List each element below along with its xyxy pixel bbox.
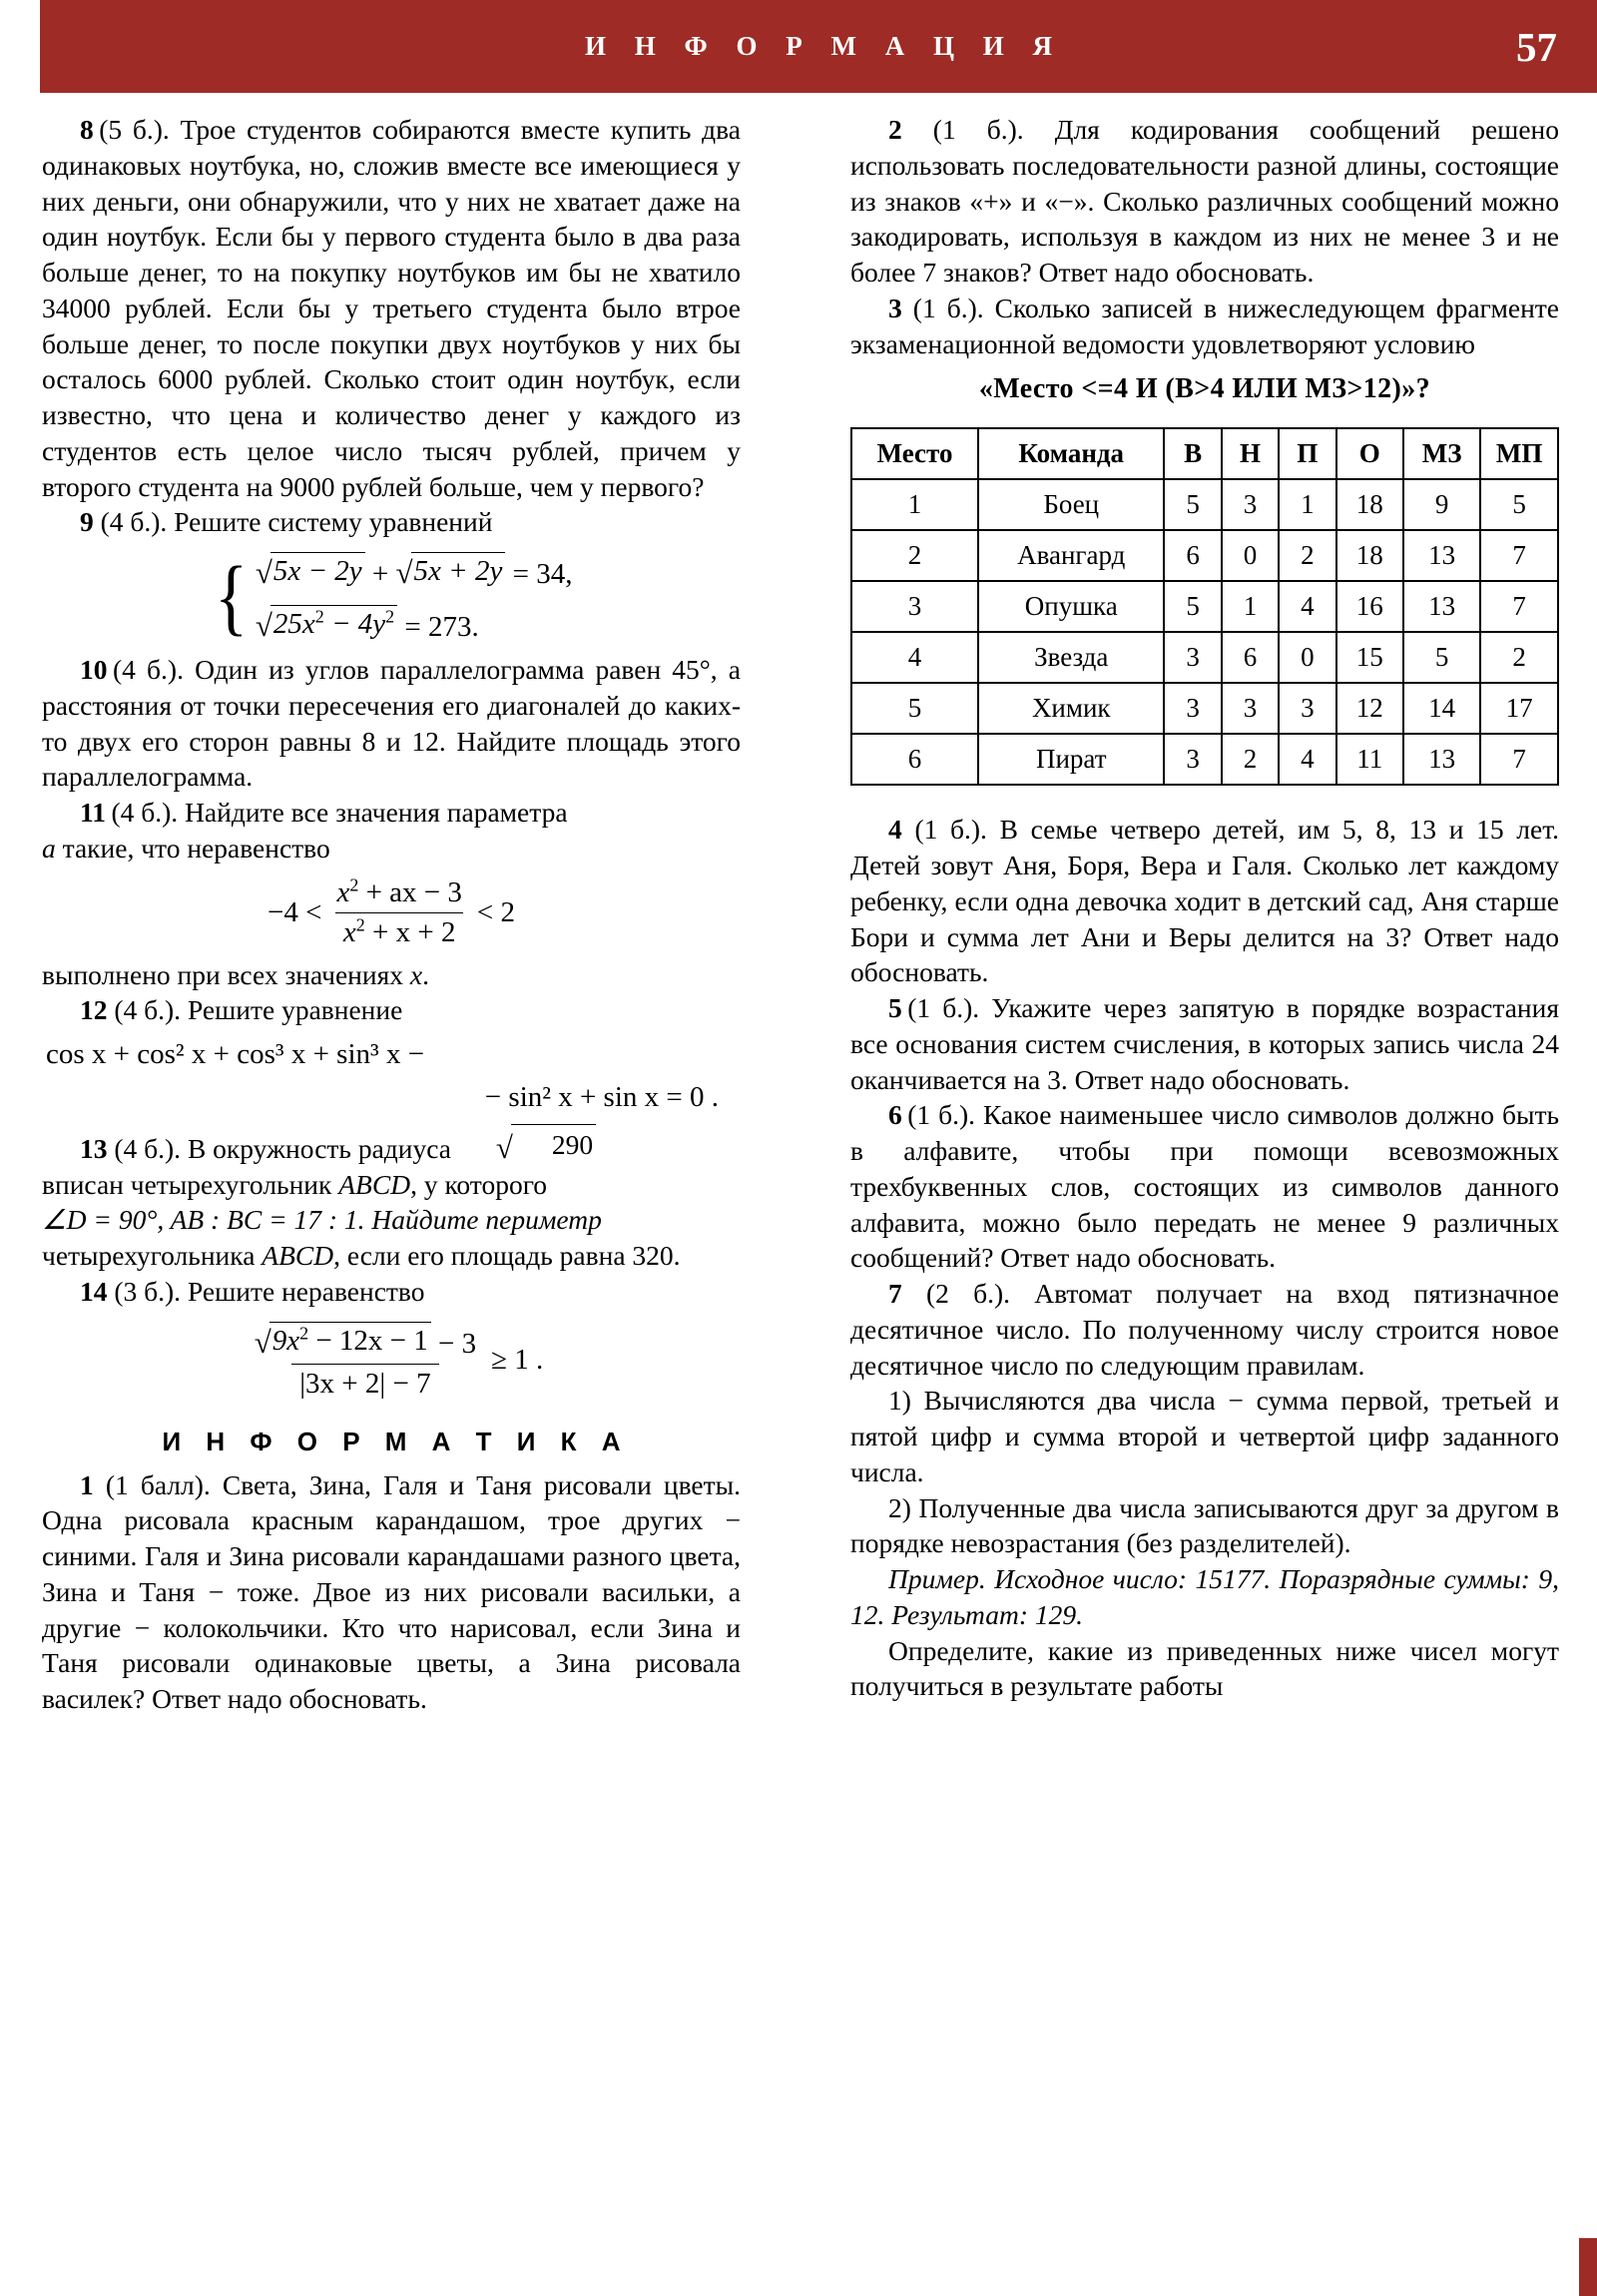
problem-12-points: (4 б.). — [114, 994, 182, 1026]
problem-8-text: Трое студентов собираются вместе купить два одинаковых ноутбука, но, сложив вместе все имеющиеся у них деньги, они обнаружили, что у них не хватает даже на один ноутбук. Если бы у первого студента было в два раза больше денег, то на покупку ноутбуков им бы не хватило 34000 рублей. Если бы у третьего студента было втрое больше денег, то после покупки двух ноутбуков у них бы осталось 6000 рублей. Сколько стоит один ноутбук, если известно, что цена и количество денег у каждого из студентов есть целое число тысяч рублей, причем у второго студента на 9000 рублей больше, чем у первого? — [42, 114, 742, 502]
problem-11-after: выполнено при всех значениях x. — [42, 958, 429, 990]
table-row — [851, 530, 1558, 581]
formula-rhs: < 2 — [476, 895, 516, 928]
cell-mp: 7 — [1480, 734, 1558, 785]
cell-mesto: 6 — [851, 734, 978, 785]
cell-mp: 2 — [1480, 632, 1558, 683]
cell-mp: 5 — [1480, 479, 1558, 530]
problem-3-points: (1 б.). — [912, 291, 984, 323]
page-number: 57 — [1516, 23, 1557, 70]
cell-o: 11 — [1336, 734, 1403, 785]
table-row — [851, 581, 1558, 632]
table-header-n: Н — [1222, 428, 1279, 479]
page-body — [0, 112, 1597, 2296]
problem-7-example: Пример. Исходное число: 15177. Поразрядные суммы: 9, 12. Результат: 129. — [850, 1563, 1559, 1630]
table-header-row — [851, 428, 1558, 479]
cell-mz: 13 — [1403, 734, 1480, 785]
cell-v: 3 — [1164, 734, 1221, 785]
formula-lhs: −4 < — [266, 895, 322, 928]
problem-11-parameter: a — [42, 832, 56, 863]
exam-table-wrapper — [850, 427, 1559, 786]
problem-3-condition: «Место <=4 И (В>4 ИЛИ МЗ>12)»? — [978, 373, 1431, 405]
problem-9-number: 9 — [80, 506, 94, 538]
cell-n: 1 — [1222, 581, 1279, 632]
radicand-2: 5x + 2y — [413, 555, 503, 587]
table-header-mz: МЗ — [1403, 428, 1480, 479]
problem-10 — [42, 652, 741, 795]
problem-8 — [42, 112, 741, 504]
cell-mp: 7 — [1480, 530, 1558, 581]
cell-mp: 17 — [1480, 683, 1558, 734]
inequality-fraction — [247, 1320, 484, 1401]
cell-komanda: Опушка — [978, 581, 1164, 632]
problem-6-number: 6 — [888, 1099, 902, 1131]
problem-5-number: 5 — [888, 992, 902, 1023]
fraction-numerator: $x^2$ + ax − 3 — [336, 873, 462, 908]
problem-11-formula — [42, 873, 741, 949]
section-heading-informatics: И Н Ф О Р М А Т И К А — [162, 1426, 630, 1456]
cell-v: 3 — [1164, 632, 1221, 683]
cell-n: 2 — [1222, 734, 1279, 785]
problem-13-radical: √ 290 — [458, 1122, 596, 1163]
problem-6-text: Какое наименьшее число символов должно быть в алфавите, чтобы при помощи всевозможных трехбуквенных слов, состоящих из символов данного алфавита, можно было передать не менее 9 различных сообщений? Ответ надо обосновать. — [850, 1099, 1560, 1274]
informatics-problem-1-text: Света, Зина, Галя и Таня рисовали цветы. Одна рисовала красным карандашом, трое других − синими. Галя и Зина рисовали карандашами разного цвета, Зина и Таня − тоже. Двое из них рисовали васильки, а другие − колокольчики. Кто что нарисовал, если Зина и Таня рисовали одинаковые цветы, а Зина рисовала василек? Ответ надо обосновать. — [42, 1468, 741, 1714]
system-brace: { — [214, 548, 248, 645]
cell-komanda: Химик — [978, 683, 1164, 734]
cell-mesto: 3 — [851, 581, 978, 632]
page-title: И Н Ф О Р М А Ц И Я — [585, 31, 1063, 61]
problem-10-number: 10 — [80, 654, 108, 685]
table-header-mesto: Место — [851, 428, 978, 479]
problem-9-text: Решите систему уравнений — [174, 506, 493, 538]
cell-mz: 14 — [1403, 683, 1480, 734]
problem-2-points: (1 б.). — [932, 114, 1024, 145]
problem-14-formula — [42, 1320, 741, 1401]
system-equation-2: √ $25x^2 - 4y^2$ = 273. — [255, 606, 479, 643]
cell-p: 0 — [1279, 632, 1335, 683]
inequality-denominator: |3x + 2| − 7 — [291, 1364, 438, 1401]
problem-4-number: 4 — [888, 814, 902, 846]
problem-9-system-formula — [42, 550, 741, 644]
exam-records-table — [850, 427, 1559, 786]
problem-5 — [850, 990, 1559, 1097]
cell-mesto: 4 — [851, 632, 978, 683]
problem-3-number: 3 — [888, 291, 902, 323]
fraction-denominator: $x^2 + x + 2$ — [335, 912, 464, 949]
table-header-p: П — [1279, 428, 1335, 479]
problem-4-text: В семье четверо детей, им 5, 8, 13 и 15 лет. Детей зовут Аня, Боря, Вера и Галя. Сколько лет каждому ребенку, если одна девочка ходит в детский сад, Аня старше Бори и сумма лет Ани и Веры делится на 3? Ответ надо обосновать. — [850, 814, 1560, 988]
problem-11-points: (4 б.). — [111, 797, 179, 828]
cell-mesto: 1 — [851, 479, 978, 530]
cell-komanda: Боец — [978, 479, 1164, 530]
table-row — [851, 683, 1558, 734]
cell-v: 5 — [1164, 581, 1221, 632]
problem-4-points: (1 б.). — [914, 814, 987, 846]
problem-3 — [850, 290, 1559, 362]
problem-14-number: 14 — [80, 1275, 108, 1307]
cell-v: 6 — [1164, 530, 1221, 581]
table-header-v: В — [1164, 428, 1221, 479]
cell-o: 15 — [1336, 632, 1403, 683]
inequality-numerator: √ $9x^2 - 12x - 1$ − 3 — [254, 1322, 477, 1360]
table-header-komanda: Команда — [978, 428, 1164, 479]
problem-14 — [42, 1274, 741, 1310]
radicand-3b: − 4y — [330, 608, 386, 640]
system-equation-1: √ 5x − 2y + √ 5x + 2y = 34, — [256, 550, 573, 591]
cell-p: 1 — [1279, 479, 1335, 530]
problem-12-formula-line-1: cos x + cos² x + cos³ x + sin³ x − — [46, 1038, 425, 1070]
cell-mz: 13 — [1403, 530, 1480, 581]
problem-8-number: 8 — [80, 114, 94, 145]
cell-n: 3 — [1222, 683, 1279, 734]
equation-2-rhs: = 273. — [404, 611, 479, 643]
problem-14-points: (3 б.). — [114, 1275, 182, 1307]
problem-8-points: (5 б.). — [99, 114, 170, 145]
inequality-rhs: ≥ 1 . — [491, 1343, 544, 1376]
cell-o: 18 — [1336, 530, 1403, 581]
problem-11 — [42, 795, 741, 866]
page-header-band — [40, 0, 1597, 93]
cell-o: 12 — [1336, 683, 1403, 734]
cell-komanda: Авангард — [978, 530, 1164, 581]
radicand-1: 5x − 2y — [272, 555, 362, 587]
equation-1-rhs: = 34, — [512, 558, 573, 590]
right-column — [850, 112, 1559, 2296]
problem-11-number: 11 — [80, 797, 106, 828]
problem-7-points: (2 б.). — [925, 1278, 1011, 1309]
problem-2-number: 2 — [888, 114, 902, 145]
left-column — [42, 112, 741, 2296]
cell-mz: 13 — [1403, 581, 1480, 632]
problem-9-points: (4 б.). — [100, 506, 168, 538]
table-header-o: О — [1336, 428, 1403, 479]
cell-p: 4 — [1279, 581, 1335, 632]
problem-11-text-1: Найдите все значения параметра — [185, 797, 568, 828]
problem-13-points: (4 б.). — [114, 1132, 182, 1164]
problem-11-text-2: такие, что неравенство — [62, 832, 330, 863]
cell-o: 16 — [1336, 581, 1403, 632]
problem-7-text: Автомат получает на вход пятизначное десятичное число. По полученному числу строится новое десятичное число по следующим правилам. — [850, 1278, 1559, 1381]
cell-mp: 7 — [1480, 581, 1558, 632]
table-row — [851, 632, 1558, 683]
problem-2-text: Для кодирования сообщений решено использовать последовательности разной длины, состоящие из знаков «+» и «−». Сколько различных сообщений можно закодировать, используя в каждом из них не менее 3 и не более 7 знаков? Ответ надо обосновать. — [850, 114, 1560, 287]
cell-n: 6 — [1222, 632, 1279, 683]
cell-mz: 5 — [1403, 632, 1480, 683]
problem-13: 13 (4 б.). В окружность радиуса √ 290 вписан четырехугольник ABCD, у которого ∠D = 90°, AB : BC = 17 : 1. Найдите периметр четырехугольника ABCD, если его площадь равна 320. — [42, 1122, 741, 1274]
table-row — [851, 734, 1558, 785]
cell-p: 4 — [1279, 734, 1335, 785]
cell-p: 2 — [1279, 530, 1335, 581]
formula-fraction — [328, 873, 469, 949]
problem-9 — [42, 504, 741, 540]
cell-v: 3 — [1164, 683, 1221, 734]
cell-mz: 9 — [1403, 479, 1480, 530]
problem-13-number: 13 — [80, 1132, 108, 1164]
informatics-problem-1-number: 1 — [80, 1468, 94, 1500]
cell-mesto: 2 — [851, 530, 978, 581]
table-header-mp: МП — [1480, 428, 1558, 479]
problem-12 — [42, 992, 741, 1028]
problem-10-points: (4 б.). — [113, 654, 184, 685]
problem-10-text: Один из углов параллелограмма равен 45°, а расстояния от точки пересечения его диагоналей до каких-то двух его сторон равны 8 и 12. Найдите площадь этого параллелограмма. — [42, 654, 741, 793]
cell-p: 3 — [1279, 683, 1335, 734]
problem-6-points: (1 б.). — [907, 1099, 976, 1131]
problem-7-tail: Определите, какие из приведенных ниже чисел могут получиться в результате работы — [850, 1634, 1559, 1702]
table-row — [851, 479, 1558, 530]
problem-12-formula-line-2: − sin² x + sin x = 0 . — [484, 1081, 719, 1113]
problem-12-number: 12 — [80, 994, 108, 1026]
cell-o: 18 — [1336, 479, 1403, 530]
radicand-3a: 25x — [272, 608, 315, 640]
problem-13-angle-condition: ∠D = 90°, AB : BC = 17 : 1. Найдите периметр — [42, 1204, 602, 1236]
cell-komanda: Звезда — [978, 632, 1164, 683]
problem-7-number: 7 — [888, 1278, 902, 1309]
problem-3-text: Сколько записей в нижеследующем фрагменте экзаменационной ведомости удовлетворяют условию — [850, 291, 1560, 359]
cell-n: 0 — [1222, 530, 1279, 581]
page-edge-marker — [1579, 2238, 1597, 2296]
cell-n: 3 — [1222, 479, 1279, 530]
cell-v: 5 — [1164, 479, 1221, 530]
problem-4 — [850, 812, 1559, 990]
informatics-problem-1-points: (1 балл). — [105, 1468, 211, 1500]
problem-7 — [850, 1276, 1559, 1383]
problem-7-rule-2: 2) Полученные два числа записываются друг за другом в порядке невозрастания (без разделителей). — [850, 1491, 1559, 1559]
cell-komanda: Пират — [978, 734, 1164, 785]
informatics-problem-1 — [42, 1467, 741, 1717]
problem-5-text: Укажите через запятую в порядке возрастания все основания систем счисления, в которых запись числа 24 оканчивается на 3. Ответ надо обосновать. — [850, 992, 1560, 1095]
problem-7-rule-1: 1) Вычисляются два числа − сумма первой, третьей и пятой цифр и сумма второй и четвертой цифр заданного числа. — [850, 1385, 1559, 1487]
problem-5-points: (1 б.). — [907, 992, 980, 1023]
problem-14-text: Решите неравенство — [187, 1275, 425, 1307]
problem-6 — [850, 1097, 1559, 1276]
problem-12-text: Решите уравнение — [187, 994, 403, 1026]
cell-mesto: 5 — [851, 683, 978, 734]
problem-2 — [850, 112, 1559, 290]
